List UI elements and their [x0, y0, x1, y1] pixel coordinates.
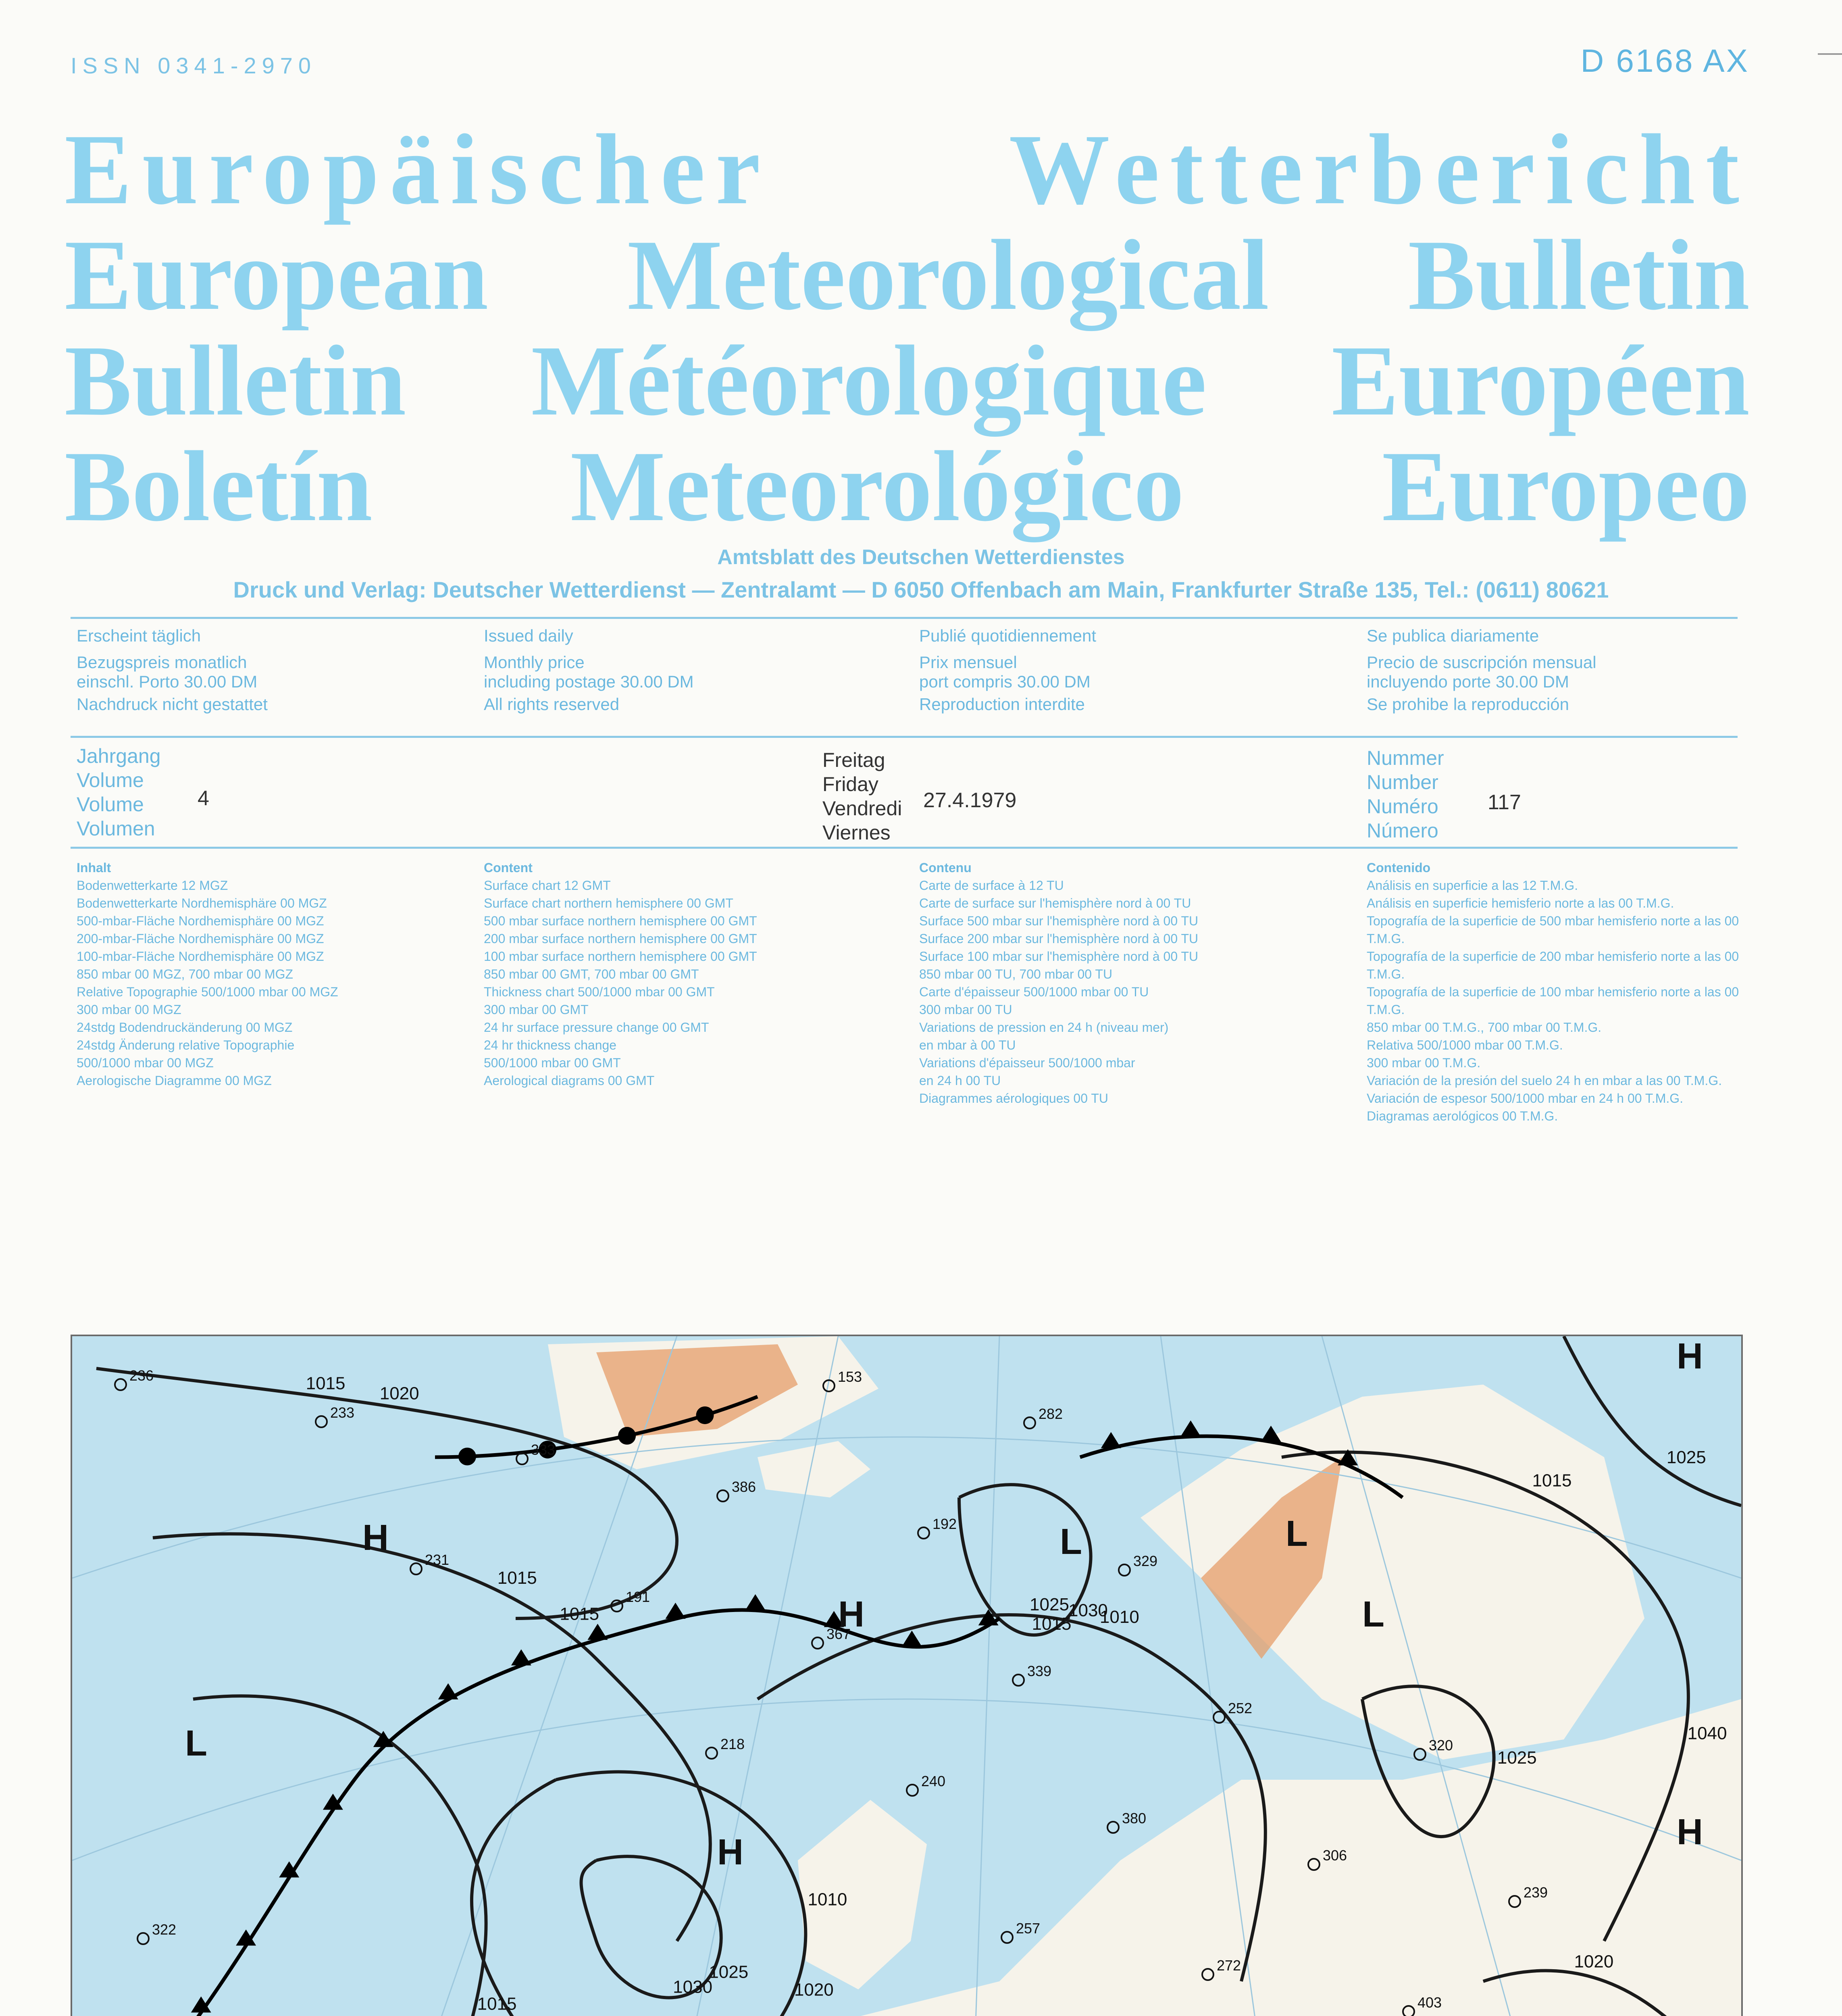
- toc-item: Topografía de la superficie de 100 mbar hemisferio norte a las 00 T.M.G.: [1367, 985, 1739, 1017]
- toc-item: 500 mbar surface northern hemisphere 00 GMT: [484, 914, 757, 928]
- isobar-label: 1025: [1497, 1748, 1537, 1768]
- toc-item: Variations de pression en 24 h (niveau mer): [919, 1020, 1169, 1035]
- toc-item: en 24 h 00 TU: [919, 1073, 1001, 1088]
- issue-date: 27.4.1979: [923, 789, 1017, 812]
- toc-item: Thickness chart 500/1000 mbar 00 GMT: [484, 985, 715, 999]
- toc-item: Carte de surface sur l'hemisphère nord à 00 TU: [919, 896, 1191, 910]
- toc-item: Diagramas aerológicos 00 T.M.G.: [1367, 1109, 1558, 1123]
- info-line: Monthly price: [484, 653, 585, 672]
- weekday-label: Friday: [822, 773, 878, 796]
- weekday-label: Viernes: [822, 821, 891, 844]
- info-line: Bezugspreis monatlich: [77, 653, 247, 672]
- toc-item: 850 mbar 00 GMT, 700 mbar 00 GMT: [484, 967, 699, 981]
- station-pressure-value: 252: [1228, 1700, 1253, 1716]
- info-line: Prix mensuel: [919, 653, 1017, 672]
- issn-number: ISSN 0341-2970: [71, 53, 317, 78]
- info-line: Nachdruck nicht gestattet: [77, 695, 268, 714]
- high-pressure-centre: H: [717, 1832, 743, 1872]
- surface-weather-map: [71, 1335, 1743, 2016]
- title-word: Européen: [1331, 325, 1750, 437]
- station-pressure-value: 233: [330, 1404, 355, 1421]
- toc-heading: Inhalt: [77, 860, 111, 875]
- divider: [71, 736, 1738, 738]
- high-pressure-centre: H: [1677, 1336, 1703, 1377]
- station-pressure-value: 386: [732, 1479, 756, 1495]
- toc-item: Surface 200 mbar sur l'hemisphère nord à 00 TU: [919, 931, 1199, 946]
- toc-item: 24stdg Bodendruckänderung 00 MGZ: [77, 1020, 293, 1035]
- station-pressure-value: 239: [1524, 1884, 1548, 1901]
- station-pressure-value: 333: [531, 1441, 556, 1458]
- isobar-label: 1025: [709, 1962, 749, 1982]
- info-line: Erscheint täglich: [77, 626, 201, 645]
- info-line: einschl. Porto 30.00 DM: [77, 672, 258, 691]
- toc-german: [77, 859, 439, 1089]
- station-pressure-value: 306: [1323, 1847, 1347, 1864]
- toc-item: 24 hr thickness change: [484, 1038, 617, 1052]
- weekday-label: Freitag: [822, 749, 885, 771]
- low-pressure-centre: L: [185, 1723, 207, 1764]
- toc-item: Aerologische Diagramme 00 MGZ: [77, 1073, 272, 1088]
- toc-item: Diagrammes aérologiques 00 TU: [919, 1091, 1108, 1106]
- low-pressure-centre: L: [1060, 1522, 1082, 1562]
- toc-item: Topografía de la superficie de 200 mbar hemisferio norte a las 00 T.M.G.: [1367, 949, 1739, 981]
- station-pressure-value: 153: [838, 1368, 862, 1385]
- toc-french: [919, 859, 1302, 1107]
- station-pressure-value: 322: [152, 1921, 177, 1938]
- toc-heading: Contenido: [1367, 860, 1431, 875]
- isobar-label: 1010: [808, 1889, 847, 1910]
- isobar-label: 1015: [306, 1373, 346, 1393]
- title-word: Boletín: [65, 431, 373, 542]
- isobar-label: 1030: [673, 1977, 713, 1997]
- toc-english: [484, 859, 867, 1089]
- info-column-spanish: [1367, 623, 1596, 717]
- toc-item: Topografía de la superficie de 500 mbar hemisferio norte a las 00 T.M.G.: [1367, 914, 1739, 946]
- station-pressure-value: 329: [1133, 1553, 1158, 1569]
- volume-value: 4: [198, 787, 209, 810]
- title-word: European: [65, 219, 489, 331]
- low-pressure-centre: L: [1286, 1514, 1308, 1554]
- info-line: including postage 30.00 DM: [484, 672, 694, 691]
- title-word: Meteorological: [627, 219, 1269, 331]
- toc-item: 500/1000 mbar 00 MGZ: [77, 1056, 214, 1070]
- station-pressure-value: 218: [720, 1736, 745, 1752]
- toc-item: 500/1000 mbar 00 GMT: [484, 1056, 621, 1070]
- publisher-line-2: Druck und Verlag: Deutscher Wetterdienst — Zentralamt — D 6050 Offenbach am Main, Frankfurter Straße 135, Tel.: (0611) 80621: [233, 577, 1609, 602]
- station-pressure-value: 257: [1016, 1920, 1041, 1937]
- issue-number: 117: [1488, 791, 1521, 814]
- station-pressure-value: 236: [129, 1367, 154, 1384]
- station-pressure-value: 192: [932, 1516, 957, 1532]
- toc-item: 300 mbar 00 TU: [919, 1002, 1012, 1017]
- toc-item: 300 mbar 00 MGZ: [77, 1002, 181, 1017]
- isobar-label: 1015: [1532, 1470, 1572, 1491]
- info-line: port compris 30.00 DM: [919, 672, 1091, 691]
- toc-item: Relativa 500/1000 mbar 00 T.M.G.: [1367, 1038, 1563, 1052]
- station-pressure-value: 403: [1417, 1994, 1442, 2011]
- document-number: D 6168 AX: [1580, 43, 1749, 79]
- volume-label: Volume: [77, 769, 144, 791]
- toc-item: Bodenwetterkarte Nordhemisphäre 00 MGZ: [77, 896, 327, 910]
- isobar-label: 1015: [1032, 1614, 1072, 1634]
- info-line: Se prohibe la reproducción: [1367, 695, 1569, 714]
- toc-item: 300 mbar 00 T.M.G.: [1367, 1056, 1481, 1070]
- toc-item: Variación de la presión del suelo 24 h en mbar a las 00 T.M.G.: [1367, 1073, 1722, 1088]
- number-labels: [1367, 746, 1444, 843]
- front-symbol: [618, 1427, 636, 1445]
- toc-item: Surface chart 12 GMT: [484, 878, 611, 893]
- info-line: incluyendo porte 30.00 DM: [1367, 672, 1569, 691]
- info-line: All rights reserved: [484, 695, 620, 714]
- edge-mark: [1818, 53, 1842, 55]
- info-line: Publié quotidiennement: [919, 626, 1096, 645]
- toc-item: 24stdg Änderung relative Topographie: [77, 1038, 295, 1052]
- toc-item: Bodenwetterkarte 12 MGZ: [77, 878, 228, 893]
- toc-item: en mbar à 00 TU: [919, 1038, 1016, 1052]
- station-pressure-value: 231: [425, 1552, 450, 1568]
- toc-item: 850 mbar 00 MGZ, 700 mbar 00 MGZ: [77, 967, 293, 981]
- title-french: [65, 325, 1750, 437]
- number-label: Nummer: [1367, 747, 1444, 769]
- station-pressure-value: 339: [1027, 1663, 1052, 1679]
- toc-spanish: [1367, 859, 1742, 1125]
- isobar-label: 1010: [1099, 1607, 1139, 1627]
- toc-heading: Content: [484, 860, 533, 875]
- toc-item: 300 mbar 00 GMT: [484, 1002, 589, 1017]
- title-word: Meteorológico: [570, 431, 1184, 542]
- title-word: Europeo: [1382, 431, 1750, 542]
- volume-label: Volume: [77, 793, 144, 816]
- divider: [71, 847, 1738, 849]
- low-pressure-centre: L: [1362, 1594, 1384, 1635]
- title-word: Météorologique: [531, 325, 1207, 437]
- front-symbol: [458, 1447, 476, 1465]
- toc-item: Variations d'épaisseur 500/1000 mbar: [919, 1056, 1135, 1070]
- station-pressure-value: 282: [1039, 1406, 1063, 1422]
- toc-item: Carte d'épaisseur 500/1000 mbar 00 TU: [919, 985, 1149, 999]
- toc-item: Carte de surface à 12 TU: [919, 878, 1064, 893]
- weekday-label: Vendredi: [822, 797, 902, 820]
- number-label: Número: [1367, 819, 1438, 842]
- isobar-label: 1020: [794, 1980, 834, 2000]
- masthead-titles: [65, 114, 1750, 542]
- toc-item: 850 mbar 00 T.M.G., 700 mbar 00 T.M.G.: [1367, 1020, 1602, 1035]
- title-word: Bulletin: [1408, 219, 1750, 331]
- station-pressure-value: 380: [1122, 1810, 1147, 1826]
- toc-item: 100-mbar-Fläche Nordhemisphäre 00 MGZ: [77, 949, 324, 964]
- title-spanish: [65, 431, 1750, 542]
- toc-item: Análisis en superficie hemisferio norte a las 00 T.M.G.: [1367, 896, 1674, 910]
- volume-label: Jahrgang: [77, 745, 161, 767]
- isobar-label: 1030: [1068, 1600, 1108, 1620]
- title-german: [65, 114, 1750, 225]
- high-pressure-centre: H: [362, 1518, 389, 1558]
- station-pressure-value: 320: [1429, 1737, 1453, 1754]
- toc-item: 24 hr surface pressure change 00 GMT: [484, 1020, 709, 1035]
- weekday-labels: [822, 748, 902, 845]
- title-word: Europäischer: [65, 114, 771, 225]
- info-column-french: [919, 623, 1096, 717]
- title-english: [65, 219, 1750, 331]
- info-column-german: [77, 623, 268, 717]
- toc-item: Variación de espesor 500/1000 mbar en 24 h 00 T.M.G.: [1367, 1091, 1684, 1106]
- info-line: Se publica diariamente: [1367, 626, 1539, 645]
- info-line: Precio de suscripción mensual: [1367, 653, 1596, 672]
- front-symbol: [696, 1406, 714, 1424]
- high-pressure-centre: H: [1677, 1812, 1703, 1852]
- toc-item: Análisis en superficie a las 12 T.M.G.: [1367, 878, 1578, 893]
- volume-labels: [77, 744, 161, 841]
- isobar-label: 1040: [1687, 1723, 1727, 1743]
- high-pressure-centre: H: [838, 1594, 864, 1635]
- title-word: Wetterbericht: [1009, 114, 1750, 225]
- number-label: Number: [1367, 771, 1438, 793]
- toc-item: Surface chart northern hemisphere 00 GMT: [484, 896, 733, 910]
- title-word: Bulletin: [65, 325, 406, 437]
- isobar-label: 1015: [497, 1568, 537, 1588]
- isobar-label: 1025: [1666, 1447, 1706, 1467]
- toc-item: 100 mbar surface northern hemisphere 00 GMT: [484, 949, 757, 964]
- toc-item: 500-mbar-Fläche Nordhemisphäre 00 MGZ: [77, 914, 324, 928]
- isobar-label: 1015: [477, 1994, 517, 2014]
- publisher-line-1: Amtsblatt des Deutschen Wetterdienstes: [717, 546, 1125, 569]
- station-pressure-value: 272: [1217, 1957, 1241, 1974]
- toc-item: 200 mbar surface northern hemisphere 00 GMT: [484, 931, 757, 946]
- toc-item: 850 mbar 00 TU, 700 mbar 00 TU: [919, 967, 1113, 981]
- weather-map-svg: [72, 1336, 1741, 2016]
- toc-item: 200-mbar-Fläche Nordhemisphäre 00 MGZ: [77, 931, 324, 946]
- info-column-english: [484, 623, 694, 717]
- toc-item: Aerological diagrams 00 GMT: [484, 1073, 655, 1088]
- info-line: Issued daily: [484, 626, 573, 645]
- toc-heading: Contenu: [919, 860, 972, 875]
- isobar-label: 1025: [1030, 1595, 1069, 1615]
- info-line: Reproduction interdite: [919, 695, 1085, 714]
- toc-item: Surface 500 mbar sur l'hemisphère nord à 00 TU: [919, 914, 1199, 928]
- volume-label: Volumen: [77, 817, 155, 840]
- station-pressure-value: 367: [826, 1626, 851, 1642]
- isobar-label: 1015: [560, 1604, 599, 1624]
- isobar-label: 1020: [379, 1383, 419, 1404]
- divider: [71, 617, 1738, 619]
- station-pressure-value: 191: [626, 1589, 650, 1605]
- station-pressure-value: 240: [921, 1773, 946, 1789]
- isobar-label: 1020: [1574, 1951, 1614, 1972]
- toc-item: Relative Topographie 500/1000 mbar 00 MGZ: [77, 985, 338, 999]
- number-label: Numéro: [1367, 795, 1438, 818]
- toc-item: Surface 100 mbar sur l'hemisphère nord à 00 TU: [919, 949, 1199, 964]
